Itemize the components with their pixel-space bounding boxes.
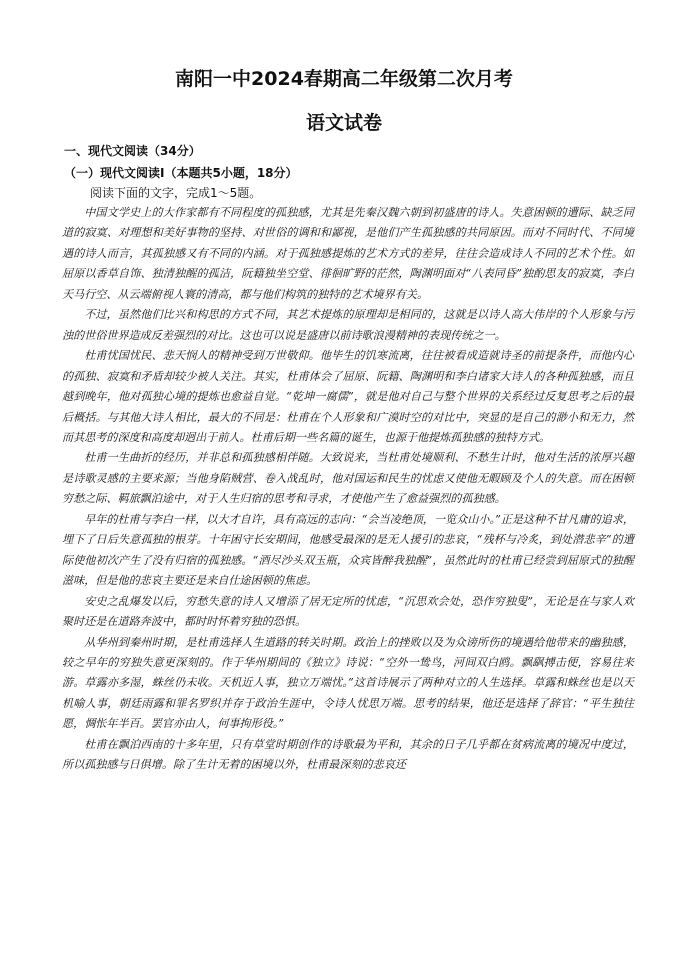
passage-paragraph: 不过，虽然他们比兴和构思的方式不同，其艺术提炼的原理却是相同的，这就是以诗人高大伟岸的个人形象与污浊的世俗世界造成反差强烈的对比。这也可以说是盛唐以前诗歌浪漫精神的表现传统之一。 [62, 308, 634, 342]
passage-paragraph: 中国文学史上的大作家都有不同程度的孤独感，尤其是先秦汉魏六朝到初盛唐的诗人。失意困顿的遭际、缺乏同道的寂寞、对理想和美好事物的坚持、对世俗的调和和鄙视，是他们产生孤独感的共同原因。而对不同时代、不同境遇的诗人而言，其孤独感又有不同的内涵。对于孤独感提炼的艺术方式的差异，往往会造成诗人不同的艺术个性。如屈原以香草自饰、独清独醒的孤洁，阮籍独坐空堂、徘徊旷野的茫然，陶渊明面对“八表同昏”独酌思友的寂寞，李白天马行空、从云端俯视人寰的清高，都与他们构筑的独特的艺术境界有关。 [62, 206, 634, 301]
passage-paragraph: 杜甫忧国忧民、悲天悯人的精神受到万世敬仰。他毕生的饥寒流离，往往被看成造就诗圣的前提条件，而他内心的孤独、寂寞和矛盾却较少被人关注。其实，杜甫体会了屈原、阮籍、陶渊明和李白诸家大诗人的各种孤独感，而且越到晚年，他对孤独心境的提炼也愈益自觉。“乾坤一腐儒”，就是他对自己与整个世界的关系经过反复思考之后的最后概括。与其他大诗人相比，最大的不同是：杜甫在个人形象和广漠时空的对比中，突显的是自己的渺小和无力，然而其思考的深度和高度却迥出于前人。杜甫后期一些名篇的诞生，也源于他提炼孤独感的独特方式。 [62, 349, 634, 444]
passage-paragraph: 早年的杜甫与李白一样，以大才自许，具有高远的志向：“会当凌绝顶，一览众山小。”正是这种不甘凡庸的追求，埋下了日后失意孤独的根芽。十年困守长安期间，他感受最深的是无人援引的悲哀，“残杯与冷炙，到处潜悲辛”的遭际使他初次产生了没有归宿的孤独感。“酒尽沙头双玉瓶，众宾皆醉我独醒”，虽然此时的杜甫已经尝到屈原式的独醒滋味，但是他的悲哀主要还是来自仕途困顿的焦虑。 [62, 512, 634, 588]
passage-paragraph: 安史之乱爆发以后，穷愁失意的诗人又增添了居无定所的忧虑，“沉思欢会处，恐作穷独叟”，无论是在与家人欢聚时还是在道路奔波中，都时时怀着穷独的恐惧。 [62, 594, 634, 629]
passage-paragraph: 杜甫在飘泊西南的十多年里，只有草堂时期创作的诗歌最为平和，其余的日子几乎都在贫病流离的境况中度过，所以孤独感与日俱增。除了生计无着的困境以外，杜甫最深刻的悲哀还 [62, 737, 634, 772]
passage-body [62, 203, 634, 776]
passage-paragraph: 从华州到秦州时期，是杜甫选择人生道路的转关时期。政治上的挫败以及为众谤所伤的境遇给他带来的幽独感，较之早年的穷独失意更深刻的。作于华州期间的《独立》诗说：“空外一鸷鸟，河间双白鸥。飘飖搏击便，容易往来游。草露亦多湿，蛛丝仍未收。天机近人事，独立万端忧。”这首诗展示了两种对立的人生选择。草露和蛛丝也是以天机喻人事，朝廷雨露和罪名罗织并存于政治生涯中，令诗人忧思万端。思考的结果，他还是选择了辞官：“平生独往愿，惆怅年半百。罢官亦由人，何事拘形役。” [62, 635, 634, 731]
exam-title: 南阳一中2024春期高二年级第二次月考 [175, 68, 513, 90]
passage-paragraph: 杜甫一生曲折的经历，并非总和孤独感相伴随。大致说来，当杜甫处境顺利、不愁生计时，他对生活的浓厚兴趣是诗歌灵感的主要来源；当他身陷贼营、卷入战乱时，他对国运和民生的忧虑又使他无暇顾及个人的失意。而在困顿穷愁之际、羁旅飘泊途中，对于人生归宿的思考和寻求，才使他产生了愈益强烈的孤独感。 [62, 451, 634, 506]
exam-subtitle: 语文试卷 [305, 112, 382, 134]
section-heading: 一、现代文阅读（34分） [64, 144, 201, 158]
reading-instruction: 阅读下面的文字，完成1～5题。 [90, 186, 262, 200]
subsection-heading: （一）现代文阅读Ⅰ（本题共5小题，18分） [64, 166, 298, 180]
